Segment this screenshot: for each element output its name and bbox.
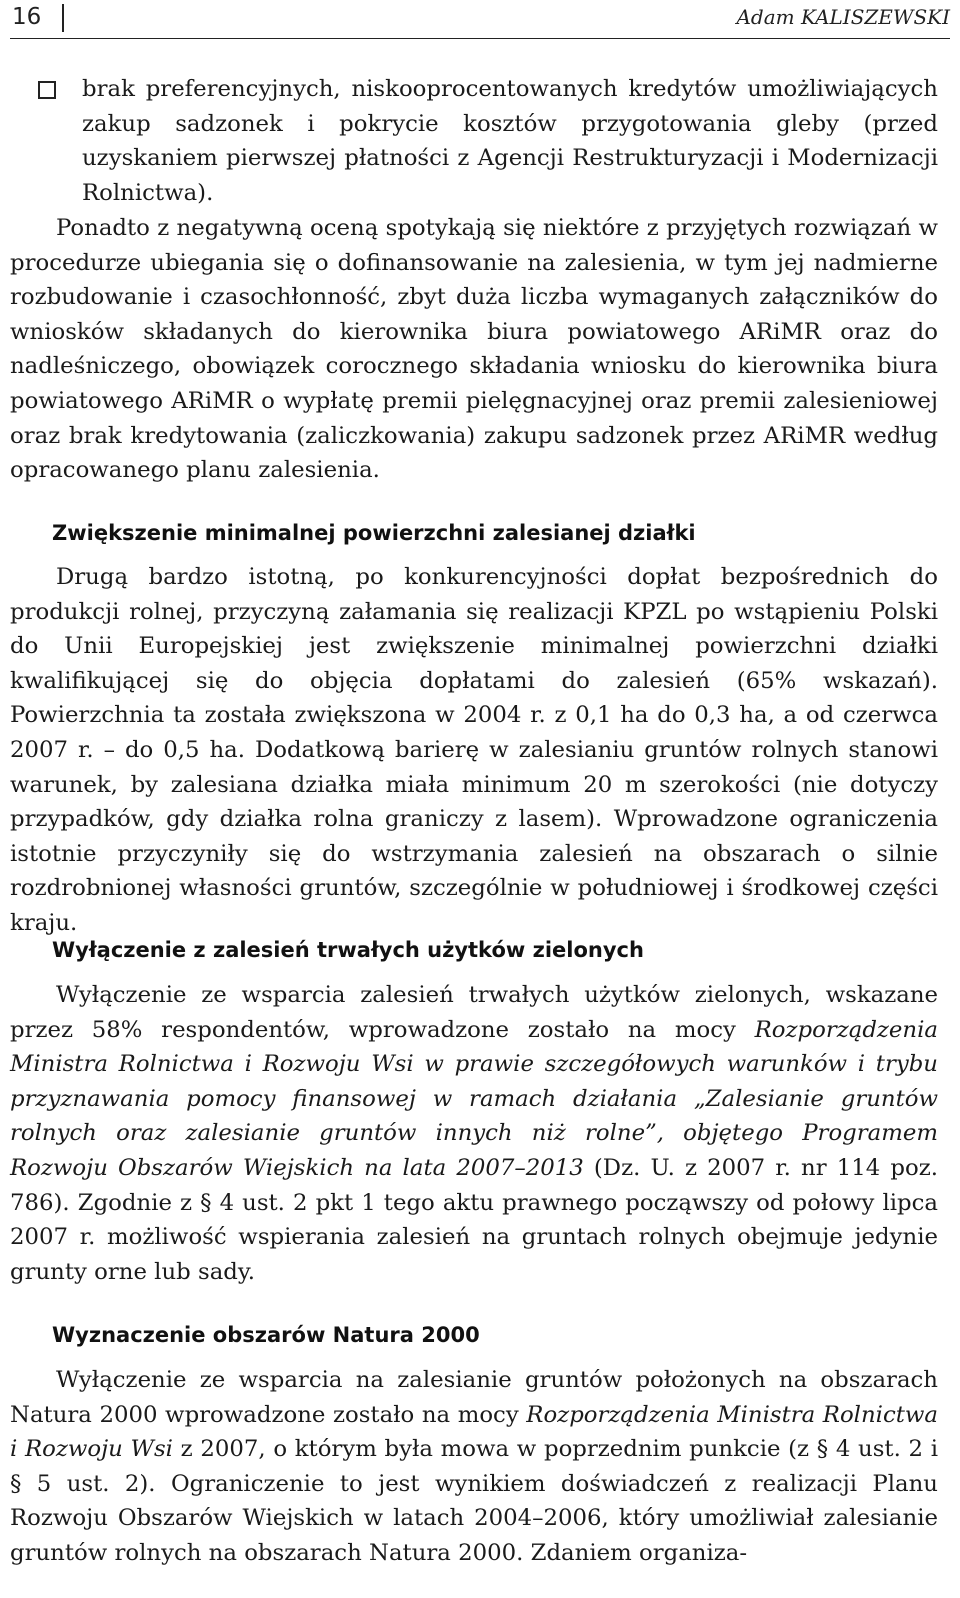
checkbox-bullet-icon — [38, 81, 56, 99]
running-author: Adam KALISZEWSKI — [736, 5, 950, 29]
header-divider — [62, 4, 64, 32]
section-2-text-b: (Dz. U. z 2007 r. nr 114 poz. 786). Zgodnie z § 4 ust. 2 pkt 1 tego aktu prawnego począwszy od połowy lipca 2007 r. możliwość wspierania zalesień na gruntach rolnych obejmuje jedynie grunty orne lub sady. — [10, 1154, 938, 1285]
section-3-text-a: Wyłączenie ze wsparcia na zalesianie gruntów położonych na obszarach Natura 2000 wprowadzone zostało na mocy — [10, 1367, 938, 1428]
section-1-text: Drugą bardzo istotną, po konkurencyjności dopłat bezpośrednich do produkcji rolnej, przyczyną załamania się realizacji KPZL po wstąpieniu Polski do Unii Europejskiej jest zwiększenie minimalnej powierzchni działki kwalifikującej się do objęcia dopłatami do zalesień (65% wskazań). Powierzchnia ta została zwiększona w 2004 r. z 0,1 ha do 0,3 ha, a od czerwca 2007 r. – do 0,5 ha. Dodatkową barierę w zalesianiu gruntów rolnych stanowi warunek, by zalesiana działka miała minimum 20 m szerokości (nie dotyczy przypadków, gdy działka rolna graniczy z lasem). Wprowadzone ograniczenia istotnie przyczyniły się do wstrzymania zalesień na obszarach o silnie rozdrobnionej własności gruntów, szczególnie w południowej i środkowej części kraju. — [10, 564, 938, 936]
paragraph-1 — [10, 211, 938, 488]
section-2-citation: Rozporządzenia Ministra Rolnictwa i Rozwoju Wsi w prawie szczegółowych warunków i trybu przyznawania pomocy finansowej w ramach działania „Zalesianie gruntów rolnych oraz zalesianie gruntów innych niż rolne”, objętego Programem Rozwoju Obszarów Wiejskich na lata 2007–2013 — [10, 1016, 938, 1181]
section-3-text-b: z 2007, o którym była mowa w poprzednim punkcie (z § 4 ust. 2 i § 5 ust. 2). Ograniczenie to jest wynikiem doświadczeń z realizacji Planu Rozwoju Obszarów Wiejskich w latach 2004–2006, który umożliwiał zalesianie gruntów rolnych na obszarach Natura 2000. Zdaniem organiza- — [10, 1436, 938, 1566]
bullet-text: brak preferencyjnych, niskooprocentowanych kredytów umożliwiających zakup sadzonek i pokrycie kosztów przygotowania gleby (przed uzyskaniem pierwszej płatności z Agencji Restrukturyzacji i Modernizacji Rolnictwa). — [82, 76, 938, 206]
section-heading-1: Zwiększenie minimalnej powierzchni zalesianej działki — [52, 521, 696, 545]
bullet-list-item — [46, 72, 938, 210]
section-3-paragraph — [10, 1363, 938, 1571]
running-header — [10, 0, 950, 39]
section-heading-3: Wyznaczenie obszarów Natura 2000 — [52, 1323, 480, 1347]
paragraph-1-text: Ponadto z negatywną oceną spotykają się niektóre z przyjętych rozwiązań w procedurze ubiegania się o dofinansowanie na zalesienia, w tym jej nadmierne rozbudowanie i czasochłonność, zbyt duża liczba wymaganych załączników do wniosków składanych do kierownika biura powiatowego ARiMR oraz do nadleśniczego, obowiązek corocznego składania wniosku do kierownika biura powiatowego ARiMR o wypłatę premii pielęgnacyjnej oraz premii zalesieniowej oraz brak kredytowania (zaliczkowania) zakupu sadzonek przez ARiMR według opracowanego planu zalesienia. — [10, 215, 938, 484]
section-1-paragraph — [10, 560, 938, 941]
section-3-citation: Rozporządzenia Ministra Rolnictwa i Rozwoju Wsi — [10, 1401, 938, 1463]
section-2-text-a: Wyłączenie ze wsparcia zalesień trwałych użytków zielonych, wskazane przez 58% respondentów, wprowadzone zostało na mocy — [10, 982, 938, 1043]
page-number: 16 — [12, 4, 42, 30]
section-2-paragraph — [10, 978, 938, 1289]
section-heading-2: Wyłączenie z zalesień trwałych użytków zielonych — [52, 938, 644, 962]
